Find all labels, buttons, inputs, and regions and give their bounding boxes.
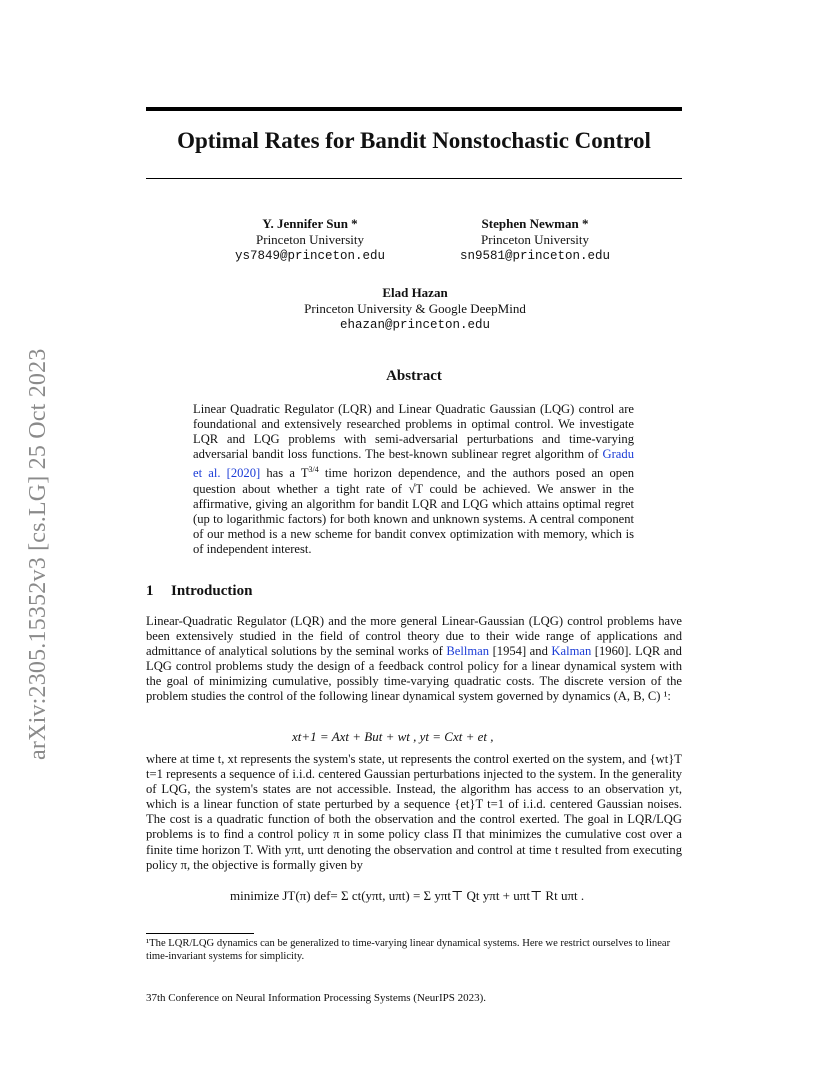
- conjunction-text: and: [526, 644, 552, 659]
- intro-p1-part2: . LQR and LQG control problems study the design of a feedback control policy for a linear dynamical system with the goal of minimizing cumulative, possibly time-varying quadratic costs. The discrete version of the problem studies the control of the following linear dynamical system governed by dynamics (A, B, C) ¹:: [146, 644, 682, 704]
- section-number: 1: [146, 583, 154, 599]
- author-email[interactable]: ys7849@princeton.edu: [234, 249, 386, 263]
- author-affiliation: Princeton University & Google DeepMind: [304, 301, 526, 316]
- author-affiliation: Princeton University: [481, 232, 589, 247]
- intro-paragraph-1: [146, 614, 682, 705]
- abstract-part2: has a T: [260, 466, 309, 481]
- abstract-part1: Linear Quadratic Regulator (LQR) and Linear Quadratic Gaussian (LQG) control are foundational and extensively researched problems in optimal control. We investigate LQR and LQG problems with semi-adversarial perturbations and time-varying adversarial bandit loss functions. The best-known sublinear regret algorithm of: [193, 402, 634, 462]
- citation-link[interactable]: Gradu et al. [2020]: [193, 447, 634, 481]
- top-rule: [146, 107, 682, 111]
- equation-objective: minimize JT(π) def= Σ ct(yπt, uπt) = Σ yπt⊤ Qt yπt + uπt⊤ Rt uπt .: [230, 888, 585, 903]
- equation-dynamics: xt+1 = Axt + But + wt , yt = Cxt + et ,: [292, 729, 494, 744]
- author-email[interactable]: ehazan@princeton.edu: [339, 318, 491, 332]
- author-name: Stephen Newman *: [481, 216, 589, 231]
- footnote: ¹The LQR/LQG dynamics can be generalized to time-varying linear dynamical systems. Here we restrict ourselves to linear time-invariant systems for simplicity.: [146, 938, 671, 962]
- author-affiliation: Princeton University: [256, 232, 364, 247]
- author-block-1: [200, 216, 420, 264]
- abstract-text: Linear Quadratic Regulator (LQR) and Linear Quadratic Gaussian (LQG) control are foundational and extensively researched problems in optimal control. We investigate LQR and LQG problems with semi-adversarial perturbations and time-varying adversarial bandit loss functions. The best-known sublinear regret algorithm of Gradu et al. [2020] has a $T^{3/4}$ time horizon dependence, and the authors posed an open question about whether a tight rate of √T could be achieved. We answer in the affirmative, giving an algorithm for bandit LQR and LQG which attains optimal regret (up to logarithmic factors) for both known and unknown systems. A central component of our method is a new scheme for bandit convex optimization with memory, which is of independent interest.: [193, 402, 634, 557]
- conference-note: 37th Conference on Neural Information Processing Systems (NeurIPS 2023).: [146, 992, 487, 1004]
- citation-link[interactable]: Bellman: [446, 644, 490, 659]
- arxiv-sidebar-id: arXiv:2305.15352v3 [cs.LG] 25 Oct 2023: [25, 348, 51, 760]
- author-block-3: [270, 285, 560, 333]
- author-name: Y. Jennifer Sun *: [262, 216, 358, 231]
- author-email[interactable]: sn9581@princeton.edu: [459, 249, 611, 263]
- footnote-rule: [146, 933, 254, 934]
- abstract-heading: Abstract: [386, 368, 442, 384]
- abstract-part3: time horizon dependence, and the authors posed an open question about whether a tight rate of √T could be achieved. We answer in the affirmative, giving an algorithm for bandit LQR and LQG which attains optimal regret (up to logarithmic factors) for both known and unknown systems. A central component of our method is a new scheme for bandit convex optimization with memory, which is of independent interest.: [193, 466, 634, 557]
- author-block-2: [425, 216, 645, 264]
- intro-p1-part1: Linear-Quadratic Regulator (LQR) and the more general Linear-Gaussian (LQG) control problems have been extensively studied in the field of control theory due to their wide range of applications and admittance of analytical solutions by the seminal works of: [146, 614, 682, 659]
- section-title: Introduction: [171, 583, 253, 599]
- citation-year: [1960]: [591, 644, 629, 659]
- title-rule: [146, 178, 682, 179]
- citation-year: [1954]: [489, 644, 527, 659]
- section-heading: [146, 583, 252, 600]
- paper-title: Optimal Rates for Bandit Nonstochastic Control: [177, 128, 651, 153]
- intro-paragraph-2: where at time t, xt represents the system's state, ut represents the control exerted on the system, and {wt}T t=1 represents a sequence of i.i.d. centered Gaussian perturbations injected to the system. In the generality of LQG, the system's states are not accessible. Instead, the algorithm has access to an observation yt, which is a linear function of state perturbed by a sequence {et}T t=1 of i.i.d. centered Gaussian noises. The cost is a quadratic function of both the observation and the control exerted. The goal in LQR/LQG problems is to find a control policy π in some policy class Π that minimizes the cumulative cost over a finite time horizon T. With yπt, uπt denoting the observation and control at time t resulted from executing policy π, the objective is formally given by: [146, 752, 682, 872]
- citation-link[interactable]: Kalman: [551, 644, 592, 659]
- author-name: Elad Hazan: [382, 285, 448, 300]
